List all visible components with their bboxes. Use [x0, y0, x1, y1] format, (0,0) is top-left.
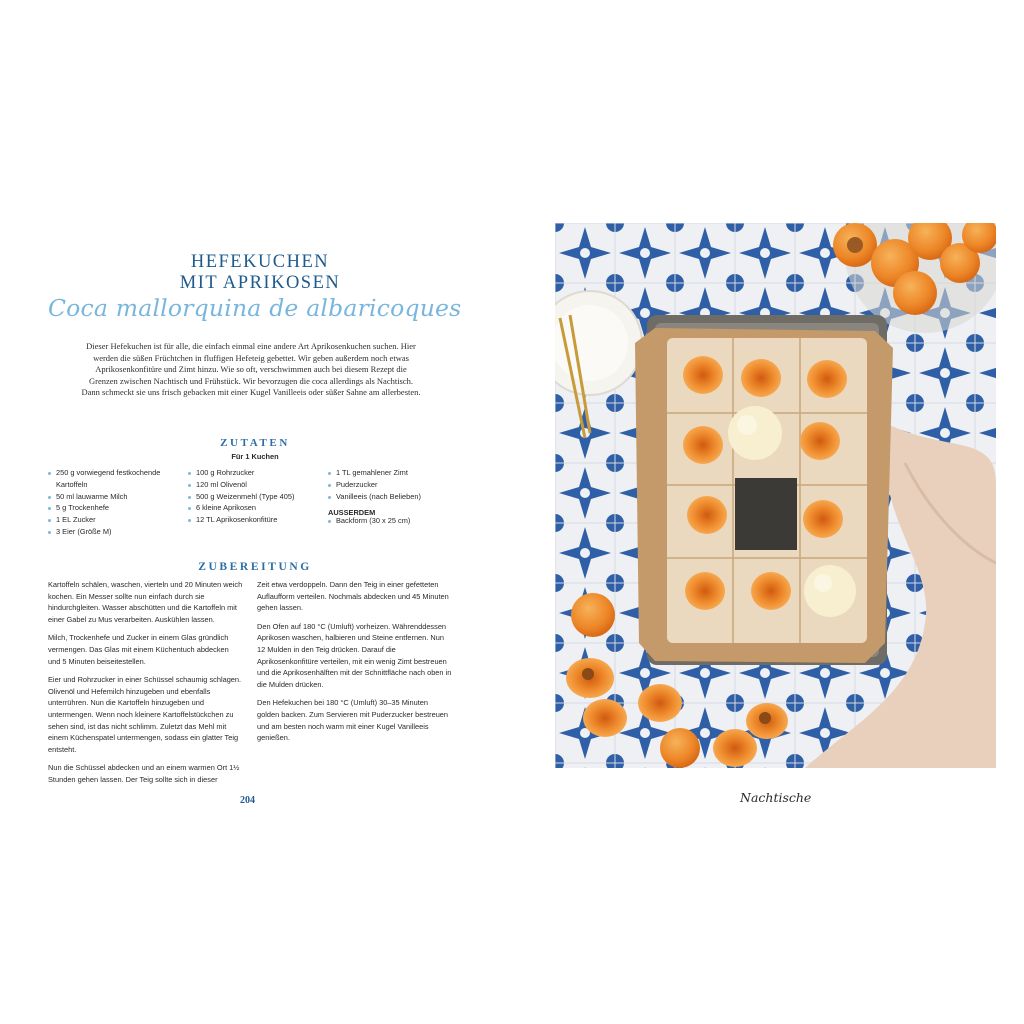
ingredient-item: 3 Eier (Größe M) [48, 526, 178, 538]
preparation-step: Nun die Schüssel abdecken und an einem warmen Ort 1½ Stunden gehen lassen. Der Teig sollte sich in dieser [48, 763, 240, 784]
ingredient-item: 5 g Trockenhefe [48, 502, 178, 514]
ingredient-item: 250 g vorwiegend festkochende Kartoffeln [48, 467, 178, 491]
page-number: 204 [240, 795, 255, 806]
ingredient-item: Vanilleeis (nach Belieben) [328, 491, 458, 503]
recipe-intro: Dieser Hefekuchen ist für alle, die einfach einmal eine andere Art Aprikosenkuchen suchen. Hier werden die süßen Früchtchen in fluffigen Hefeteig gebettet. Wir geben außerdem noch etwas Aprikosenkonfitüre und Zimt hinzu. Wie so oft, verschwimmen auch bei diesem Rezept die Grenzen zwischen Nachtisch und Frühstück. Wir bevorzugen die coca allerdings als Nachtisch. Dann schmeckt sie uns frisch gebacken mit einer Kugel Vanilleeis oder süßer Sahne am allerbesten. [81, 341, 421, 398]
recipe-title-line-2: MIT APRIKOSEN [179, 273, 341, 293]
ingredient-item: Backform (30 x 25 cm) [328, 515, 458, 527]
preparation-step: Milch, Trockenhefe und Zucker in einem Glas gründlich vermengen. Das Glas mit einem Küchentuch abdecken und 5 Minuten beiseitestellen. [48, 633, 229, 666]
ingredient-item: 500 g Weizenmehl (Type 405) [188, 491, 318, 503]
preparation-step: Kartoffeln schälen, waschen, vierteln und 20 Minuten weich kochen. Ein Messer sollte nun einfach durch sie hindurchgleiten. Wasser abschütten und die Kartoffeln mit einer Gabel zu Mus verarbeiten. Auskühlen lassen. [48, 580, 243, 624]
ingredient-item: 6 kleine Aprikosen [188, 502, 318, 514]
food-photo [555, 223, 996, 768]
preparation-step: Zeit etwa verdoppeln. Dann den Teig in einer gefetteten Auflaufform verteilen. Nochmals abdecken und 45 Minuten gehen lassen. [257, 580, 449, 613]
preparation-heading: ZUBEREITUNG [198, 561, 312, 573]
ingredients-extra-heading: AUSSERDEM [328, 508, 376, 517]
preparation-step: Den Ofen auf 180 °C (Umluft) vorheizen. Währenddessen Aprikosen waschen, halbieren und Steine entfernen. Nun 12 Mulden in den Teig drücken. Darauf die Aprikosenkonfitüre verteilen, mit ein wenig Zimt bestreuen und die Aprikosenhälften mit der Schnittfläche nach oben in die Mulden drücken. [257, 621, 452, 689]
ingredient-item: 50 ml lauwarme Milch [48, 491, 178, 503]
preparation-step: Eier und Rohrzucker in einer Schüssel schaumig schlagen. Olivenöl und Hefemilch hinzugeben und ebenfalls unterrühren. Nun die Kartoffeln hinzugeben und untermengen. Wenn noch kleinere Kartoffelstückchen zu sehen sind, ist das nicht schlimm. Zuletzt das Mehl mit einem Küchenspatel untermengen, sodass ein glatter Teig entsteht. [48, 675, 242, 754]
ingredients-column-2 [188, 467, 318, 526]
preparation-column-left [48, 579, 243, 793]
ingredient-item: 1 TL gemahlener Zimt [328, 467, 458, 479]
ingredients-extra-list [328, 515, 458, 527]
chapter-label: Nachtische [740, 790, 812, 805]
preparation-column-right [257, 579, 452, 751]
ingredients-heading: ZUTATEN [220, 437, 290, 449]
ingredient-item: 12 TL Aprikosenkonfitüre [188, 514, 318, 526]
ingredients-yield: Für 1 Kuchen [231, 452, 279, 461]
ingredient-item: 1 EL Zucker [48, 514, 178, 526]
ingredient-item: 120 ml Olivenöl [188, 479, 318, 491]
recipe-title-line-1: HEFEKUCHEN [190, 252, 330, 272]
ingredient-item: Puderzucker [328, 479, 458, 491]
ingredients-column-3 [328, 467, 458, 502]
ingredients-column-1 [48, 467, 178, 538]
recipe-subtitle-script: Coca mallorquina de albaricoques [48, 294, 462, 322]
preparation-step: Den Hefekuchen bei 180 °C (Umluft) 30–35 Minuten golden backen. Zum Servieren mit Puderzucker bestreuen und am besten noch warm mit einer Kugel Vanilleeis genießen. [257, 698, 449, 743]
ingredient-item: 100 g Rohrzucker [188, 467, 318, 479]
